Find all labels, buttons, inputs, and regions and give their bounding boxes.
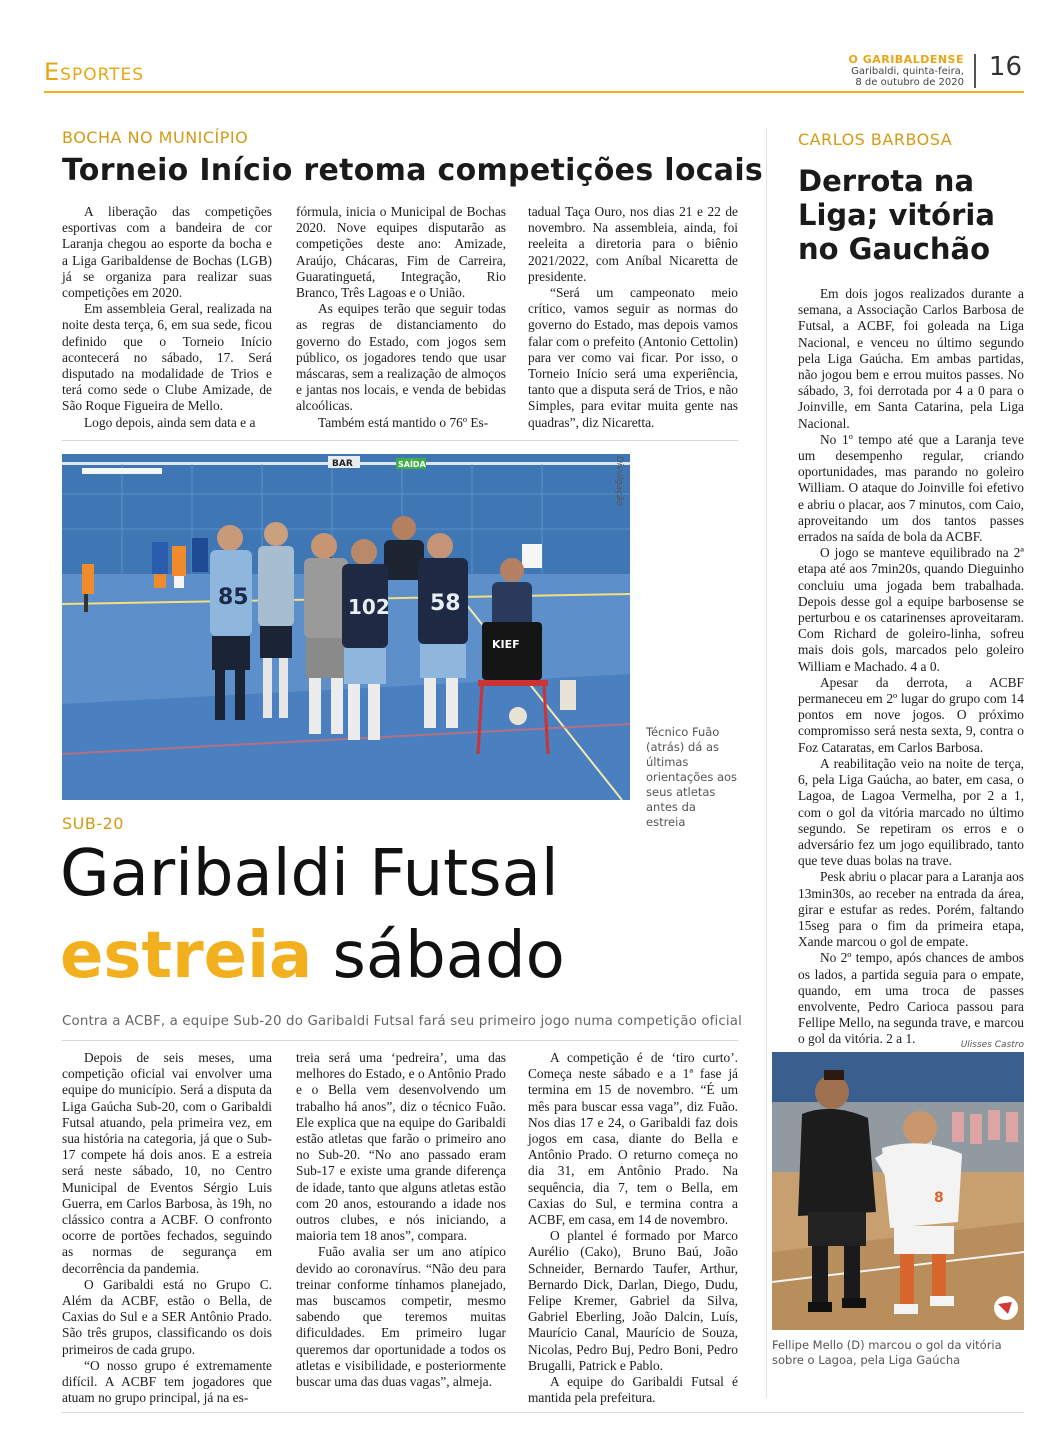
- paragraph: No 2º tempo, após chances de ambos os lados, a partida seguia para o empate, quando, em uma troca de passes envolvente, Pedro Carioca passou para Fellipe Mello, na segunda trave, e marcou o gol da vitória. 2 a 1.: [798, 950, 1024, 1047]
- article2-headline-line1: Garibaldi Futsal: [60, 837, 559, 911]
- page-number: 16: [988, 52, 1022, 82]
- paragraph: A liberação das competições esportivas com a bandeira de cor Laranja chegou ao esporte da bocha e a Liga Garibaldense de Bochas (LGB) já se organiza para realizar suas competições em 2020.: [62, 204, 272, 301]
- photo1-caption: Técnico Fuão (atrás) dá as últimas orientações aos seus atletas antes da estreia: [646, 725, 738, 829]
- article1-col2: [296, 204, 506, 431]
- bag-text: KIEF: [492, 638, 520, 651]
- paragraph: A equipe do Garibaldi Futsal é mantida pela prefeitura.: [528, 1374, 738, 1406]
- article3-body: [798, 286, 1024, 1048]
- sign-bar-text: BAR: [332, 459, 353, 469]
- headline-rest: sábado: [332, 919, 565, 993]
- article1-kicker: BOCHA NO MUNICÍPIO: [62, 128, 249, 147]
- section-title: Esportes: [44, 58, 145, 86]
- paragraph: treia será uma ‘pedreira’, uma das melhores do Estado, e o Antônio Prado e o Bella vem desenvolvendo um trabalho há anos”, diz o técnico Fuão. Ele explica que na equipe do Garibaldi estão atletas que farão o primeiro ano no Sub-20. “No ano passado eram Sub-17 e existe uma grande diferença de idade, tanto que alguns atletas estão com 20 anos, estourando a idade nos outros clubes, e nós iniciando, a maioria tem 18 anos”, compara.: [296, 1050, 506, 1244]
- sign-exit-text: SAÍDA: [398, 460, 426, 469]
- paragraph: fórmula, inicia o Municipal de Bochas 2020. Nove equipes disputarão as competições deste ano: Amizade, Araújo, Chácaras, Fim de Carreira, Guaratinguetá, Integração, Rio Branco, Três Lagoas e o União.: [296, 204, 506, 301]
- article2-subtitle: Contra a ACBF, a equipe Sub-20 do Garibaldi Futsal fará seu primeiro jogo numa competição oficial: [62, 1014, 743, 1029]
- article2-col3: [528, 1050, 738, 1406]
- jersey-number-58: 58: [430, 591, 461, 616]
- jersey-number-102: 102: [348, 595, 390, 619]
- article2-headline-line2: [60, 918, 565, 994]
- article1-col3: [528, 204, 738, 431]
- article2-kicker: SUB-20: [62, 814, 124, 833]
- header-rule: [44, 91, 1024, 93]
- headline-highlight: estreia: [60, 919, 313, 993]
- right-column-divider: [766, 128, 767, 1398]
- action-photo: [772, 1052, 1024, 1330]
- paragraph: “Será um campeonato meio crítico, vamos seguir as normas do governo do Estado, mas depois vamos falar com o prefeito (Antonio Cettolin) para ver como vai ficar. Por isso, o Torneio Início será uma experiência, tanto que a disputa será de Trios, e não Simples, para evitar muita gente nas quadras”, diz Nicaretta.: [528, 285, 738, 430]
- team-photo: [62, 454, 630, 800]
- photo2-caption: Fellipe Mello (D) marcou o gol da vitória sobre o Lagoa, pela Liga Gaúcha: [772, 1338, 1002, 1367]
- paragraph: O jogo se manteve equilibrado na 2ª etapa até aos 7min20s, quando Dieguinho concluiu uma jogada bem trabalhada. Depois desse gol a equipe barbosense se perturbou e os catarinenses aproveitaram. Com Richard de goleiro-linha, sofreu mais dois gols, marcados pelo goleiro William e Machado. 4 a 0.: [798, 545, 1024, 674]
- article1-headline: Torneio Início retoma competições locais: [62, 153, 764, 188]
- jersey-number-8: 8: [934, 1190, 944, 1206]
- paragraph: As equipes terão que seguir todas as regras de distanciamento do governo do Estado, com jogos sem público, os jogadores tendo que usar máscaras, sem a realização de almoços e jantas nos locais, e venda de bebidas alcoólicas.: [296, 301, 506, 414]
- paragraph: No 1º tempo até que a Laranja teve um desempenho regular, criando oportunidades, mas parando no goleiro William. O ataque do Joinville foi efetivo e abriu o placar, aos 7 minutos, com Caio, aproveitando um dos tantos passes errados na saída de bola da ACBF.: [798, 431, 1024, 545]
- paragraph: O plantel é formado por Marco Aurélio (Cako), Bruno Baú, João Schneider, Bernardo Taufer, Arthur, Bernardo Dick, Darlan, Diego, Dudu, Felipe Kremer, Gabriel da Silva, Gabriel Eberling, João Dalcin, Luís, Maurício Canal, Maurício de Souza, Nicolas, Pedro Buj, Pedro Boni, Pedro Brugalli, Patrick e Pablo.: [528, 1228, 738, 1373]
- paragraph: O Garibaldi está no Grupo C. Além da ACBF, estão o Bella, de Caxias do Sul e a SER Antônio Prado. São três grupos, classificando os dois primeiros de cada grupo.: [62, 1276, 272, 1357]
- date-line-2: 8 de outubro de 2020: [855, 77, 964, 88]
- jersey-number-85: 85: [218, 585, 249, 610]
- article2-col1: [62, 1050, 272, 1406]
- paragraph: Em assembleia Geral, realizada na noite desta terça, 6, em sua sede, ficou definido que o Torneio Início acontecerá no sábado, 17. Será disputado na modalidade de Trios e terá como sede o Clube Amizade, de São Roque Figueira de Mello.: [62, 301, 272, 414]
- article2-col2: [296, 1050, 506, 1390]
- team-photo-illustration: [62, 454, 630, 800]
- article2-subtitle-rule: [62, 1040, 738, 1041]
- newspaper-name: O GARIBALDENSE: [848, 53, 964, 66]
- article3-kicker: CARLOS BARBOSA: [798, 130, 953, 149]
- paragraph: A reabilitação veio na noite de terça, 6, pela Liga Gaúcha, ao bater, em casa, o Lagoa, de Lagoa Vermelha, por 2 a 1, com o gol da vitória marcado no último segundo. Se repetiram os erros e o adversário fez um jogo equilibrado, tanto que teve duas bolas na trave.: [798, 755, 1024, 869]
- page-header: [44, 52, 1024, 92]
- paragraph: “O nosso grupo é extremamente difícil. A ACBF tem jogadores que atuam no grupo principal, já na es-: [62, 1357, 272, 1406]
- paragraph: Em dois jogos realizados durante a semana, a Associação Carlos Barbosa de Futsal, a ACBF, foi goleada na Liga Nacional, e venceu no último segundo pela Liga Gaúcha. Em ambas partidas, não jogou bem e errou muitos passes. No sábado, 3, foi derrotada por 4 a 0 para o Joinville, em Santa Catarina, pela Liga Nacional.: [798, 286, 1024, 431]
- action-photo-illustration: [772, 1052, 1024, 1330]
- photo2-credit: Ulisses Castro: [960, 1040, 1024, 1050]
- paragraph: Também está mantido o 76º Es-: [318, 414, 489, 430]
- article1-col1: [62, 204, 272, 431]
- paragraph: Fuão avalia ser um ano atípico devido ao coronavírus. “Não deu para treinar conforme tínhamos planejado, mas buscamos competir, mesmo sabendo que teremos muitas dificuldades. Em primeiro lugar queremos dar oportunidade a todos os atletas e visibilidade, e posteriormente buscar uma das duas vagas”, almeja.: [296, 1244, 506, 1390]
- footer-rule: [62, 1412, 1024, 1413]
- paragraph: tadual Taça Ouro, nos dias 21 e 22 de novembro. Na assembleia, ainda, foi reeleita a diretoria para o biênio 2021/2022, com Aníbal Nicaretta de presidente.: [528, 204, 738, 284]
- paragraph: A competição é de ‘tiro curto’. Começa neste sábado e a 1ª fase já termina em 15 de novembro. “É um mês para buscar essa vaga”, diz Fuão. Nos dias 17 e 24, o Garibaldi faz dois jogos em casa, diante do Bella e Antônio Prado. O returno começa no dia 31, em Antônio Prado. Na sequência, dia 7, tem o Bella, em Caxias do Sul, e termina contra a ACBF, em casa, em 14 de novembro.: [528, 1050, 738, 1228]
- paragraph: Logo depois, ainda sem data e a: [84, 414, 256, 430]
- article1-rule: [62, 440, 738, 441]
- photo1-credit: Divulgação: [614, 456, 624, 507]
- date-line-1: Garibaldi, quinta-feira,: [851, 66, 964, 77]
- paragraph: Pesk abriu o placar para a Laranja aos 13min30s, ao receber na entrada da área, girar e estufar as redes. Porém, faltando 15seg para o fim da primeira etapa, Xande marcou o gol de empate.: [798, 869, 1024, 950]
- article3-headline: Derrota na Liga; vitória no Gauchão: [798, 164, 995, 266]
- paragraph: Apesar da derrota, a ACBF permaneceu em 2º lugar do grupo com 14 pontos em nove jogos. O próximo compromisso será nesta sexta, 9, contra o Foz Cataratas, em Carlos Barbosa.: [798, 674, 1024, 755]
- paragraph: Depois de seis meses, uma competição oficial vai envolver uma equipe do município. Será a disputa da Liga Gaúcha Sub-20, com o Garibaldi Futsal atuando, pela primeira vez, em sua história na categoria, já que o Sub-17 compete há dois anos. E a estreia será neste sábado, 10, no Centro Municipal de Eventos Sérgio Luis Guerra, em Carlos Barbosa, às 19h, no clássico contra a ACBF. O confronto ocorre de portões fechados, seguindo as normas de segurança em decorrência da pandemia.: [62, 1050, 272, 1276]
- header-divider: [974, 54, 976, 88]
